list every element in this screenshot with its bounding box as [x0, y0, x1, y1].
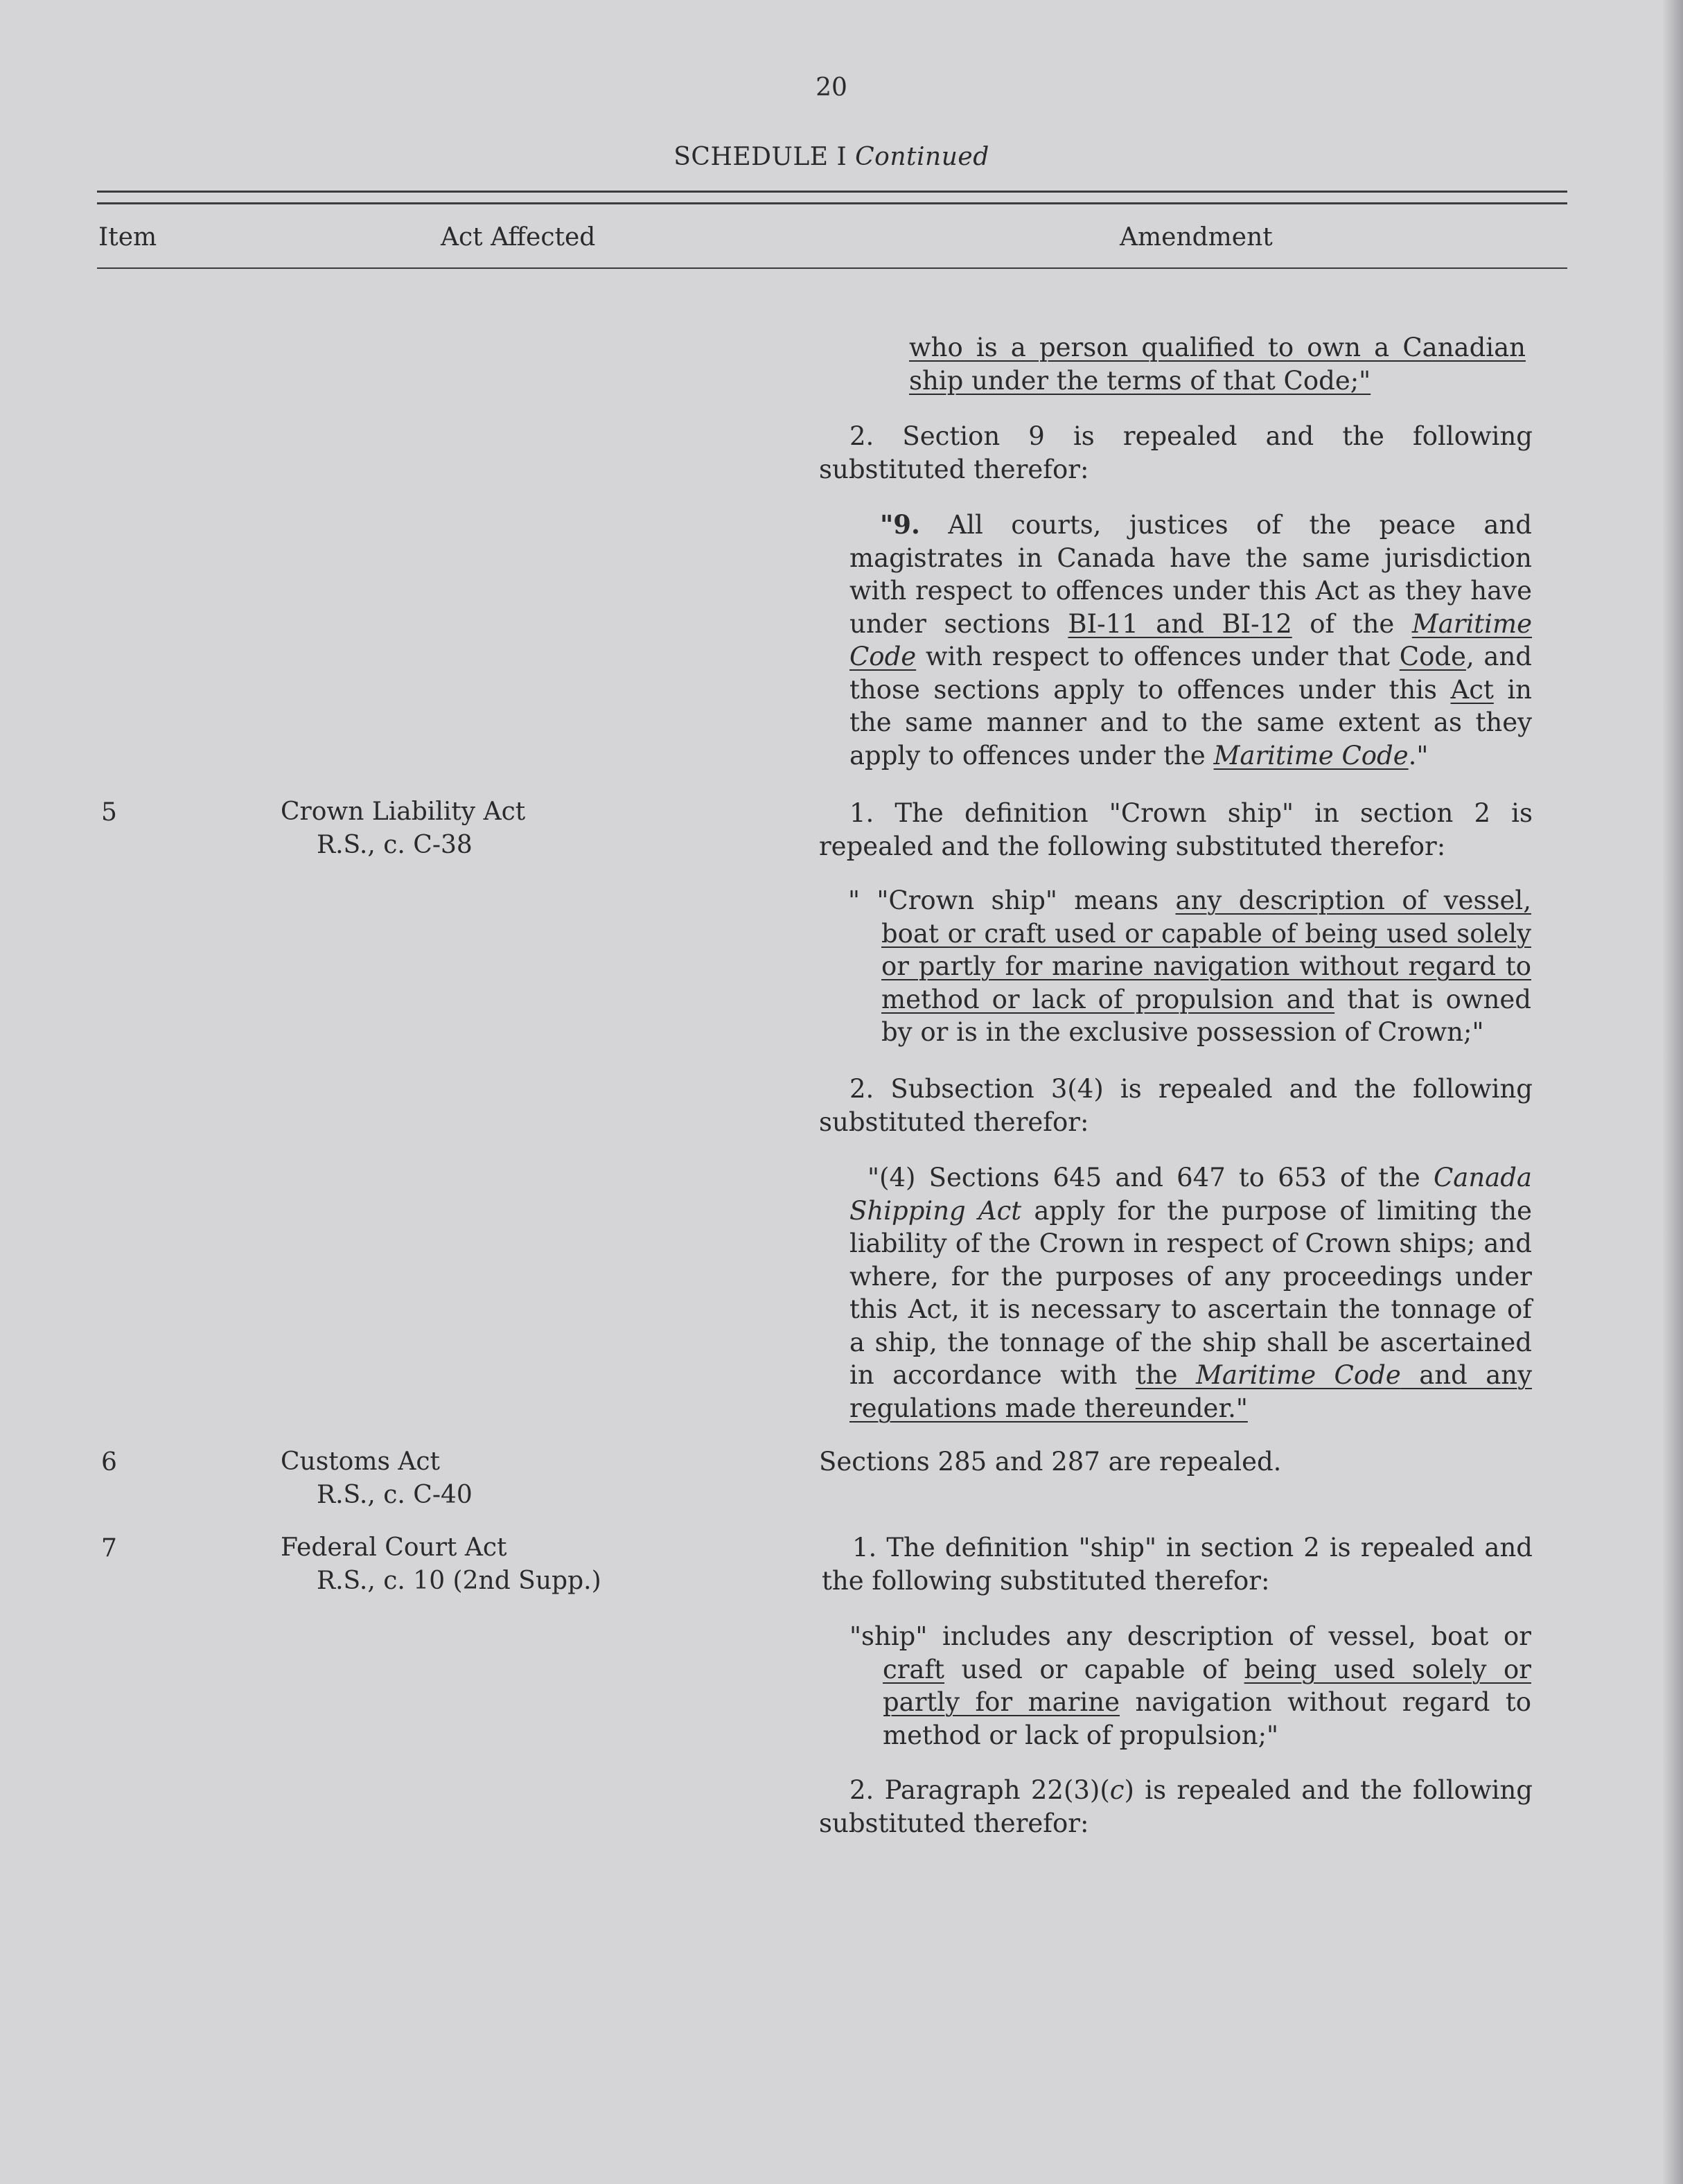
section-9-maritime-code-2: Maritime Code [1213, 740, 1409, 770]
section-9-text-e: in the same manner and to the same extent as they apply to offences under the [849, 674, 1532, 770]
item-number-5: 5 [101, 798, 117, 827]
subsection-3-4-underlined-b: and any regulations made thereunder." [849, 1360, 1533, 1423]
section-9-underline-sections: BI-11 and BI-12 [1068, 608, 1292, 639]
section-9-text-c: with respect to offences under that [916, 642, 1400, 671]
section-9-text [849, 509, 1532, 772]
ship-definition-text-a: "ship" includes any description of vessel, boat or [849, 1621, 1531, 1651]
act-name-5: Crown Liability Act [281, 798, 526, 826]
act-name-6: Customs Act [281, 1447, 441, 1476]
paragraph-ref-letter: c [1109, 1775, 1125, 1805]
item-5-amendment-1 [819, 797, 1533, 863]
section-9-number: "9. [880, 509, 920, 540]
column-header-act-affected: Act Affected [441, 223, 596, 252]
ship-definition [849, 1620, 1531, 1752]
act-reference-5: R.S., c. C-38 [317, 831, 473, 859]
item-7-amendment-2 [819, 1774, 1533, 1840]
crown-ship-text-a: " "Crown ship" means [848, 886, 1176, 915]
item-number-7: 7 [101, 1534, 117, 1562]
item-7-amendment-1 [822, 1531, 1533, 1597]
item-5-amendment-1-text: 1. The definition "Crown ship" in section 2 is repealed and the following substituted therefor: [819, 798, 1533, 861]
page-edge-shadow [1662, 0, 1683, 2184]
subsection-3-4-underlined-a: the [1135, 1360, 1196, 1390]
ship-definition-underline-use: being used solely or partly for marine [883, 1654, 1531, 1717]
subsection-3-4-text [849, 1161, 1532, 1425]
ship-definition-text [849, 1620, 1531, 1752]
section-9-underline-act: Act [1450, 674, 1494, 705]
section-9-repeal-text: 2. Section 9 is repealed and the following substituted therefor: [819, 421, 1533, 484]
header-rule-second [97, 202, 1567, 204]
act-name-7: Federal Court Act [281, 1533, 507, 1562]
crown-ship-text-b: that is owned by or is in the exclusive possession of Crown;" [881, 984, 1531, 1047]
item-5-amendment-2 [819, 1073, 1533, 1138]
header-rule-top [97, 191, 1567, 193]
ship-definition-text-b: used or capable of [944, 1654, 1244, 1684]
subsection-3-4-text-b: apply for the purpose of limiting the liability of the Crown in respect of Crown ships; and where, for the purposes of any proceedings under this Act, it is necessary to ascertain the tonnage of a ship, the tonnage of the ship shall be ascertained in accordance with [849, 1195, 1532, 1390]
act-affected-6 [281, 1445, 473, 1512]
canada-shipping-act: Canada Shipping Act [849, 1163, 1532, 1226]
item-7-amendment-2-text [819, 1774, 1533, 1840]
column-header-item: Item [98, 223, 157, 252]
section-9-text-f: ." [1408, 740, 1429, 770]
section-9-text-d: , and those sections apply to offences under this [849, 642, 1532, 705]
section-9-maritime-code-1: Maritime Code [849, 608, 1532, 671]
section-9-underline-code-3 [1214, 741, 1409, 770]
section-9-quote [849, 509, 1532, 772]
act-reference-7: R.S., c. 10 (2nd Supp.) [317, 1567, 601, 1595]
subsection-3-4-text-a: "(4) Sections 645 and 647 to 653 of the [867, 1163, 1434, 1192]
schedule-continued: Continued [855, 143, 989, 171]
item-6-amendment [819, 1445, 1533, 1479]
item-6-amendment-text: Sections 285 and 287 are repealed. [819, 1447, 1282, 1477]
continued-amendment-2 [819, 420, 1533, 486]
crown-ship-definition [848, 884, 1531, 1049]
crown-ship-definition-text [848, 884, 1531, 1049]
continued-quote [909, 331, 1526, 397]
continued-quote-line [909, 331, 1526, 364]
paragraph-ref-b: ) is repealed and the following substituted therefor: [819, 1775, 1533, 1838]
continued-quote-line1: who is a person qualified to own a Canadian [909, 333, 1526, 362]
crown-ship-underlined: any description of vessel, boat or craft used or capable of being used solely or partly for marine navigation without regard to method or lack of propulsion and [881, 886, 1531, 1014]
section-9-underline-code-2: Code [1399, 642, 1466, 671]
ship-definition-text-c: navigation without regard to method or lack of propulsion;" [883, 1687, 1532, 1750]
subsection-3-4-quote [849, 1161, 1532, 1425]
page-number: 20 [816, 73, 847, 102]
header-rule-bottom [97, 267, 1567, 269]
section-9-text-a: All courts, justices of the peace and magistrates in Canada have the same jurisdiction with respect to offences under this Act as they have under sections [849, 510, 1532, 639]
continued-quote-line [909, 364, 1526, 398]
subsection-3-4-maritime-code: Maritime Code [1195, 1360, 1401, 1390]
column-header-amendment: Amendment [1120, 223, 1273, 252]
item-number-6: 6 [101, 1448, 117, 1477]
schedule-title [0, 143, 1663, 171]
item-5-amendment-2-text: 2. Subsection 3(4) is repealed and the following substituted therefor: [819, 1074, 1533, 1137]
schedule-title-text: SCHEDULE I [673, 143, 847, 171]
item-7-amendment-1-text: 1. The definition "ship" in section 2 is repealed and the following substituted therefor: [822, 1533, 1533, 1596]
ship-definition-underline-craft: craft [883, 1654, 945, 1684]
section-9-text-b: of the [1292, 608, 1412, 639]
act-affected-5 [281, 795, 525, 862]
continued-quote-line2: ship under the terms of that Code;" [909, 365, 1371, 396]
paragraph-ref-a: 2. Paragraph 22(3)( [849, 1775, 1110, 1805]
act-affected-7 [281, 1531, 601, 1598]
act-reference-6: R.S., c. C-40 [317, 1481, 473, 1509]
